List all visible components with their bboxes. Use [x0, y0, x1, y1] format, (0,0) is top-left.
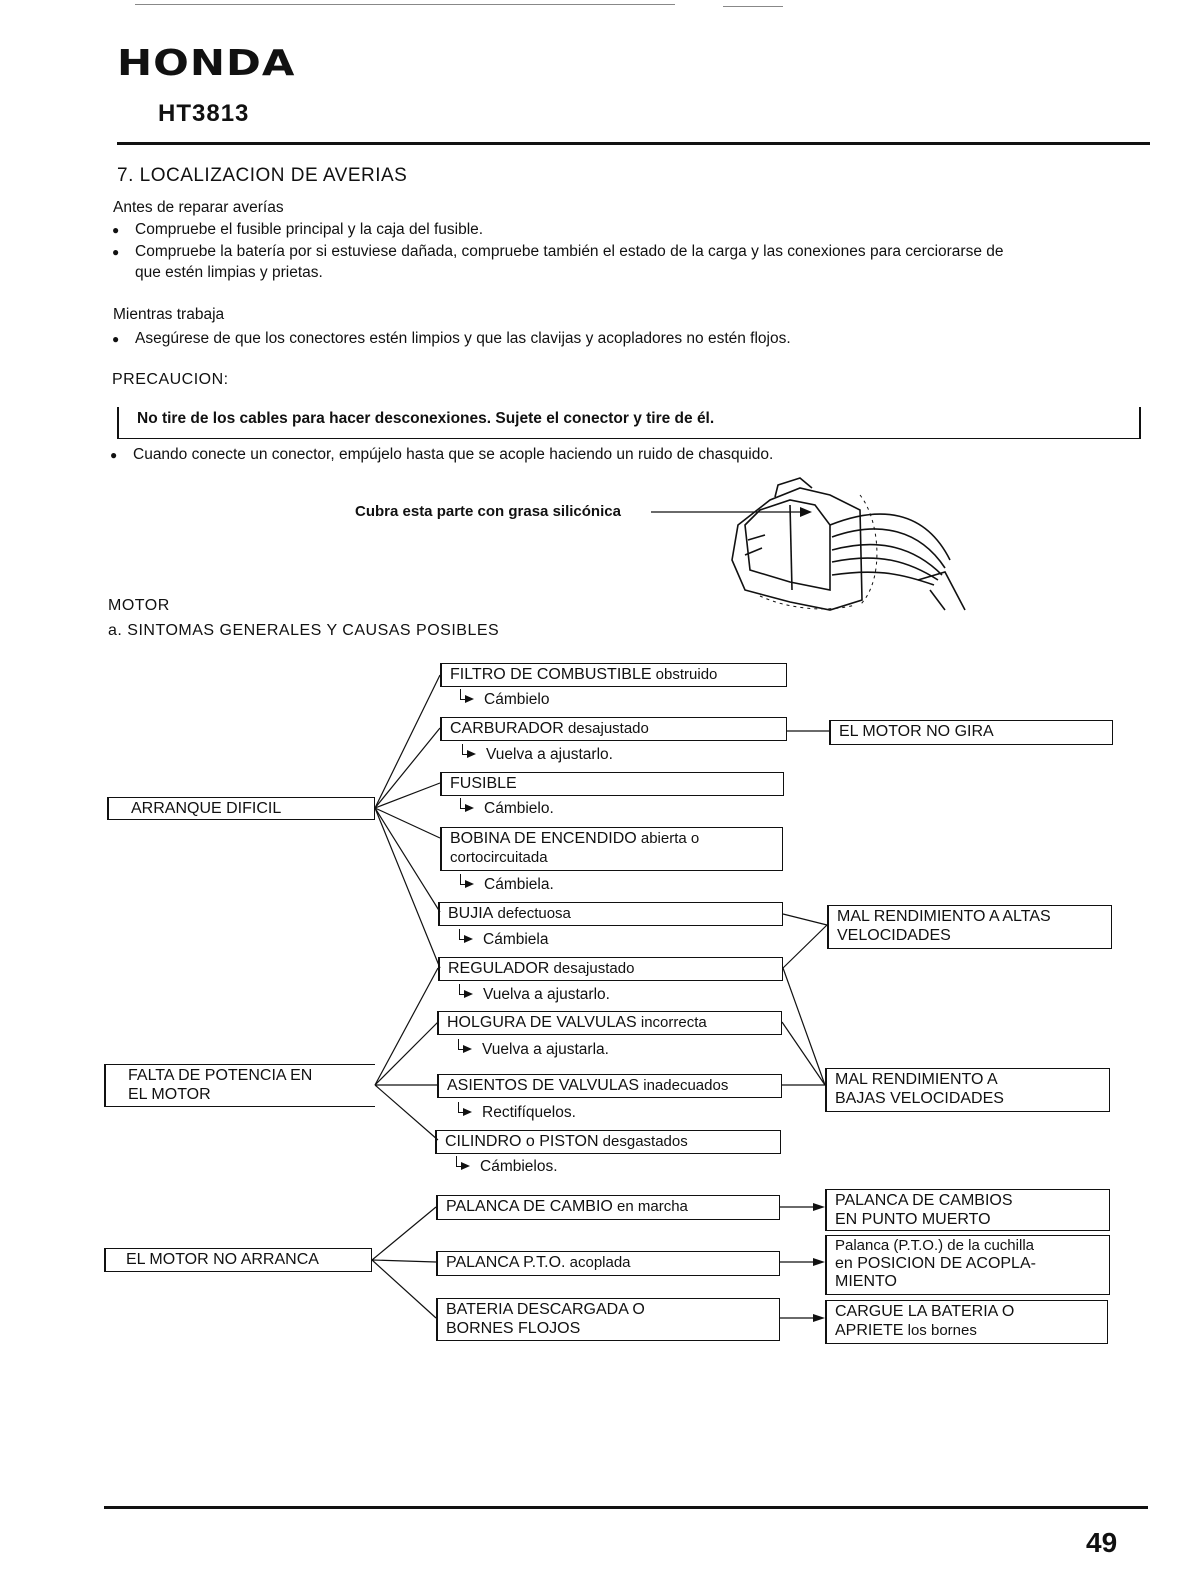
cause-holgura	[437, 1011, 782, 1035]
cause-bobina-name: BOBINA DE ENCENDIDO	[450, 830, 637, 847]
while-heading: Mientras trabaja	[113, 306, 225, 323]
cause-palanca-pto-detail: acoplada	[565, 1254, 631, 1271]
before-item-2: ● Compruebe la batería por si estuviese dañada, compruebe también el estado de la carga y las conexiones para cerciorarse de	[135, 243, 1125, 261]
remedy-asientos: Rectifíquelos.	[482, 1104, 576, 1121]
footer-rule	[104, 1506, 1148, 1509]
symptom-falta-potencia	[104, 1064, 375, 1107]
diagram-subtitle: a. SINTOMAS GENERALES Y CAUSAS POSIBLES	[108, 622, 500, 639]
cause-carburador-name: CARBURADOR	[450, 720, 564, 737]
result-bat-line1: CARGUE LA BATERIA O	[835, 1303, 1015, 1320]
cause-bujia	[438, 902, 783, 926]
cause-holgura-name: HOLGURA DE VALVULAS	[447, 1014, 637, 1031]
before-item-1: ● Compruebe el fusible principal y la caja del fusible.	[135, 221, 483, 239]
motor-label: MOTOR	[108, 597, 170, 614]
cause-palanca-cambio-name: PALANCA DE CAMBIO	[446, 1198, 613, 1215]
cause-filtro-detail: obstruido	[651, 666, 718, 683]
remedy-bujia: Cámbiela	[483, 931, 549, 948]
model-number: HT3813	[158, 100, 250, 127]
cause-fusible-name: FUSIBLE	[450, 775, 517, 792]
cause-bobina-detail: abierta o	[636, 830, 700, 847]
remedy-filtro: Cámbielo	[484, 691, 550, 708]
result-pto-line2: en POSICION DE ACOPLA-	[835, 1255, 1036, 1272]
cause-asientos-name: ASIENTOS DE VALVULAS	[447, 1077, 640, 1094]
cause-bujia-name: BUJIA	[448, 905, 494, 922]
cause-filtro	[440, 663, 787, 687]
result-bat-line2a: APRIETE	[835, 1322, 904, 1339]
cause-cilindro-name: CILINDRO o PISTON	[445, 1133, 599, 1150]
result-pto-posicion	[825, 1235, 1110, 1295]
cause-cilindro	[435, 1130, 781, 1154]
remedy-cilindro: Cámbielos.	[480, 1158, 558, 1175]
result-pto-line3: MIENTO	[835, 1273, 897, 1290]
result-bajas	[825, 1068, 1110, 1112]
result-punto-line1: PALANCA DE CAMBIOS	[835, 1192, 1013, 1209]
cause-asientos-detail: inadecuados	[639, 1077, 729, 1094]
cause-bobina	[440, 827, 783, 871]
brand-logo: HONDA	[117, 42, 296, 84]
connect-item: ● Cuando conecte un conector, empújelo hasta que se acople haciendo un ruido de chasquido.	[133, 446, 773, 464]
result-pto-line1: Palanca (P.T.O.) de la cuchilla	[835, 1237, 1034, 1254]
result-altas-line2: VELOCIDADES	[837, 927, 951, 944]
cause-holgura-detail: incorrecta	[636, 1014, 707, 1031]
cause-regulador-name: REGULADOR	[448, 960, 550, 977]
cause-palanca-cambio-detail: en marcha	[612, 1198, 688, 1215]
cause-palanca-cambio	[436, 1195, 780, 1220]
symptom-no-arranca: EL MOTOR NO ARRANCA	[104, 1248, 372, 1272]
result-punto-line2: EN PUNTO MUERTO	[835, 1211, 991, 1228]
result-bat-line2b: los bornes	[903, 1322, 977, 1339]
cause-bujia-detail: defectuosa	[493, 905, 571, 922]
cause-bobina-line2: cortocircuitada	[450, 849, 548, 866]
result-altas	[827, 905, 1112, 949]
remedy-bobina: Cámbiela.	[484, 876, 554, 893]
section-title: 7. LOCALIZACION DE AVERIAS	[117, 165, 408, 186]
symptom-falta-line2: EL MOTOR	[128, 1086, 211, 1103]
cause-carburador-detail: desajustado	[563, 720, 649, 737]
remedy-holgura: Vuelva a ajustarla.	[482, 1041, 609, 1058]
page-number: 49	[1086, 1527, 1118, 1558]
result-bateria	[825, 1300, 1108, 1344]
symptom-falta-line1: FALTA DE POTENCIA EN	[128, 1067, 313, 1084]
cause-filtro-name: FILTRO DE COMBUSTIBLE	[450, 666, 652, 683]
result-no-gira: EL MOTOR NO GIRA	[829, 720, 1113, 745]
cause-fusible	[440, 772, 784, 796]
cause-bateria-line2: BORNES FLOJOS	[446, 1320, 581, 1337]
cause-bateria	[436, 1298, 780, 1341]
result-bajas-line1: MAL RENDIMIENTO A	[835, 1071, 998, 1088]
remedy-regulador: Vuelva a ajustarlo.	[483, 986, 610, 1003]
grease-label: Cubra esta parte con grasa silicónica	[355, 503, 621, 520]
caution-label: PRECAUCION:	[112, 371, 229, 388]
cause-cilindro-detail: desgastados	[598, 1133, 688, 1150]
before-heading: Antes de reparar averías	[113, 199, 284, 216]
while-item-1: ● Asegúrese de que los conectores estén limpios y que las clavijas y acopladores no estén flojos.	[135, 330, 791, 348]
cause-palanca-pto-name: PALANCA P.T.O.	[446, 1254, 566, 1271]
remedy-fusible: Cámbielo.	[484, 800, 554, 817]
remedy-carburador: Vuelva a ajustarlo.	[486, 746, 613, 763]
result-altas-line1: MAL RENDIMIENTO A ALTAS	[837, 908, 1051, 925]
symptom-arranque-dificil: ARRANQUE DIFICIL	[107, 797, 375, 820]
cause-asientos	[437, 1074, 782, 1098]
cause-regulador	[438, 957, 783, 981]
cause-palanca-pto	[436, 1251, 780, 1276]
result-punto-muerto	[825, 1189, 1110, 1231]
result-bajas-line2: BAJAS VELOCIDADES	[835, 1090, 1004, 1107]
cause-regulador-detail: desajustado	[549, 960, 635, 977]
before-item-2-cont: que estén limpias y prietas.	[135, 264, 323, 281]
caution-text: No tire de los cables para hacer desconexiones. Sujete el conector y tire de él.	[137, 410, 715, 427]
cause-bateria-line1: BATERIA DESCARGADA O	[446, 1301, 645, 1318]
cause-carburador	[440, 717, 787, 741]
